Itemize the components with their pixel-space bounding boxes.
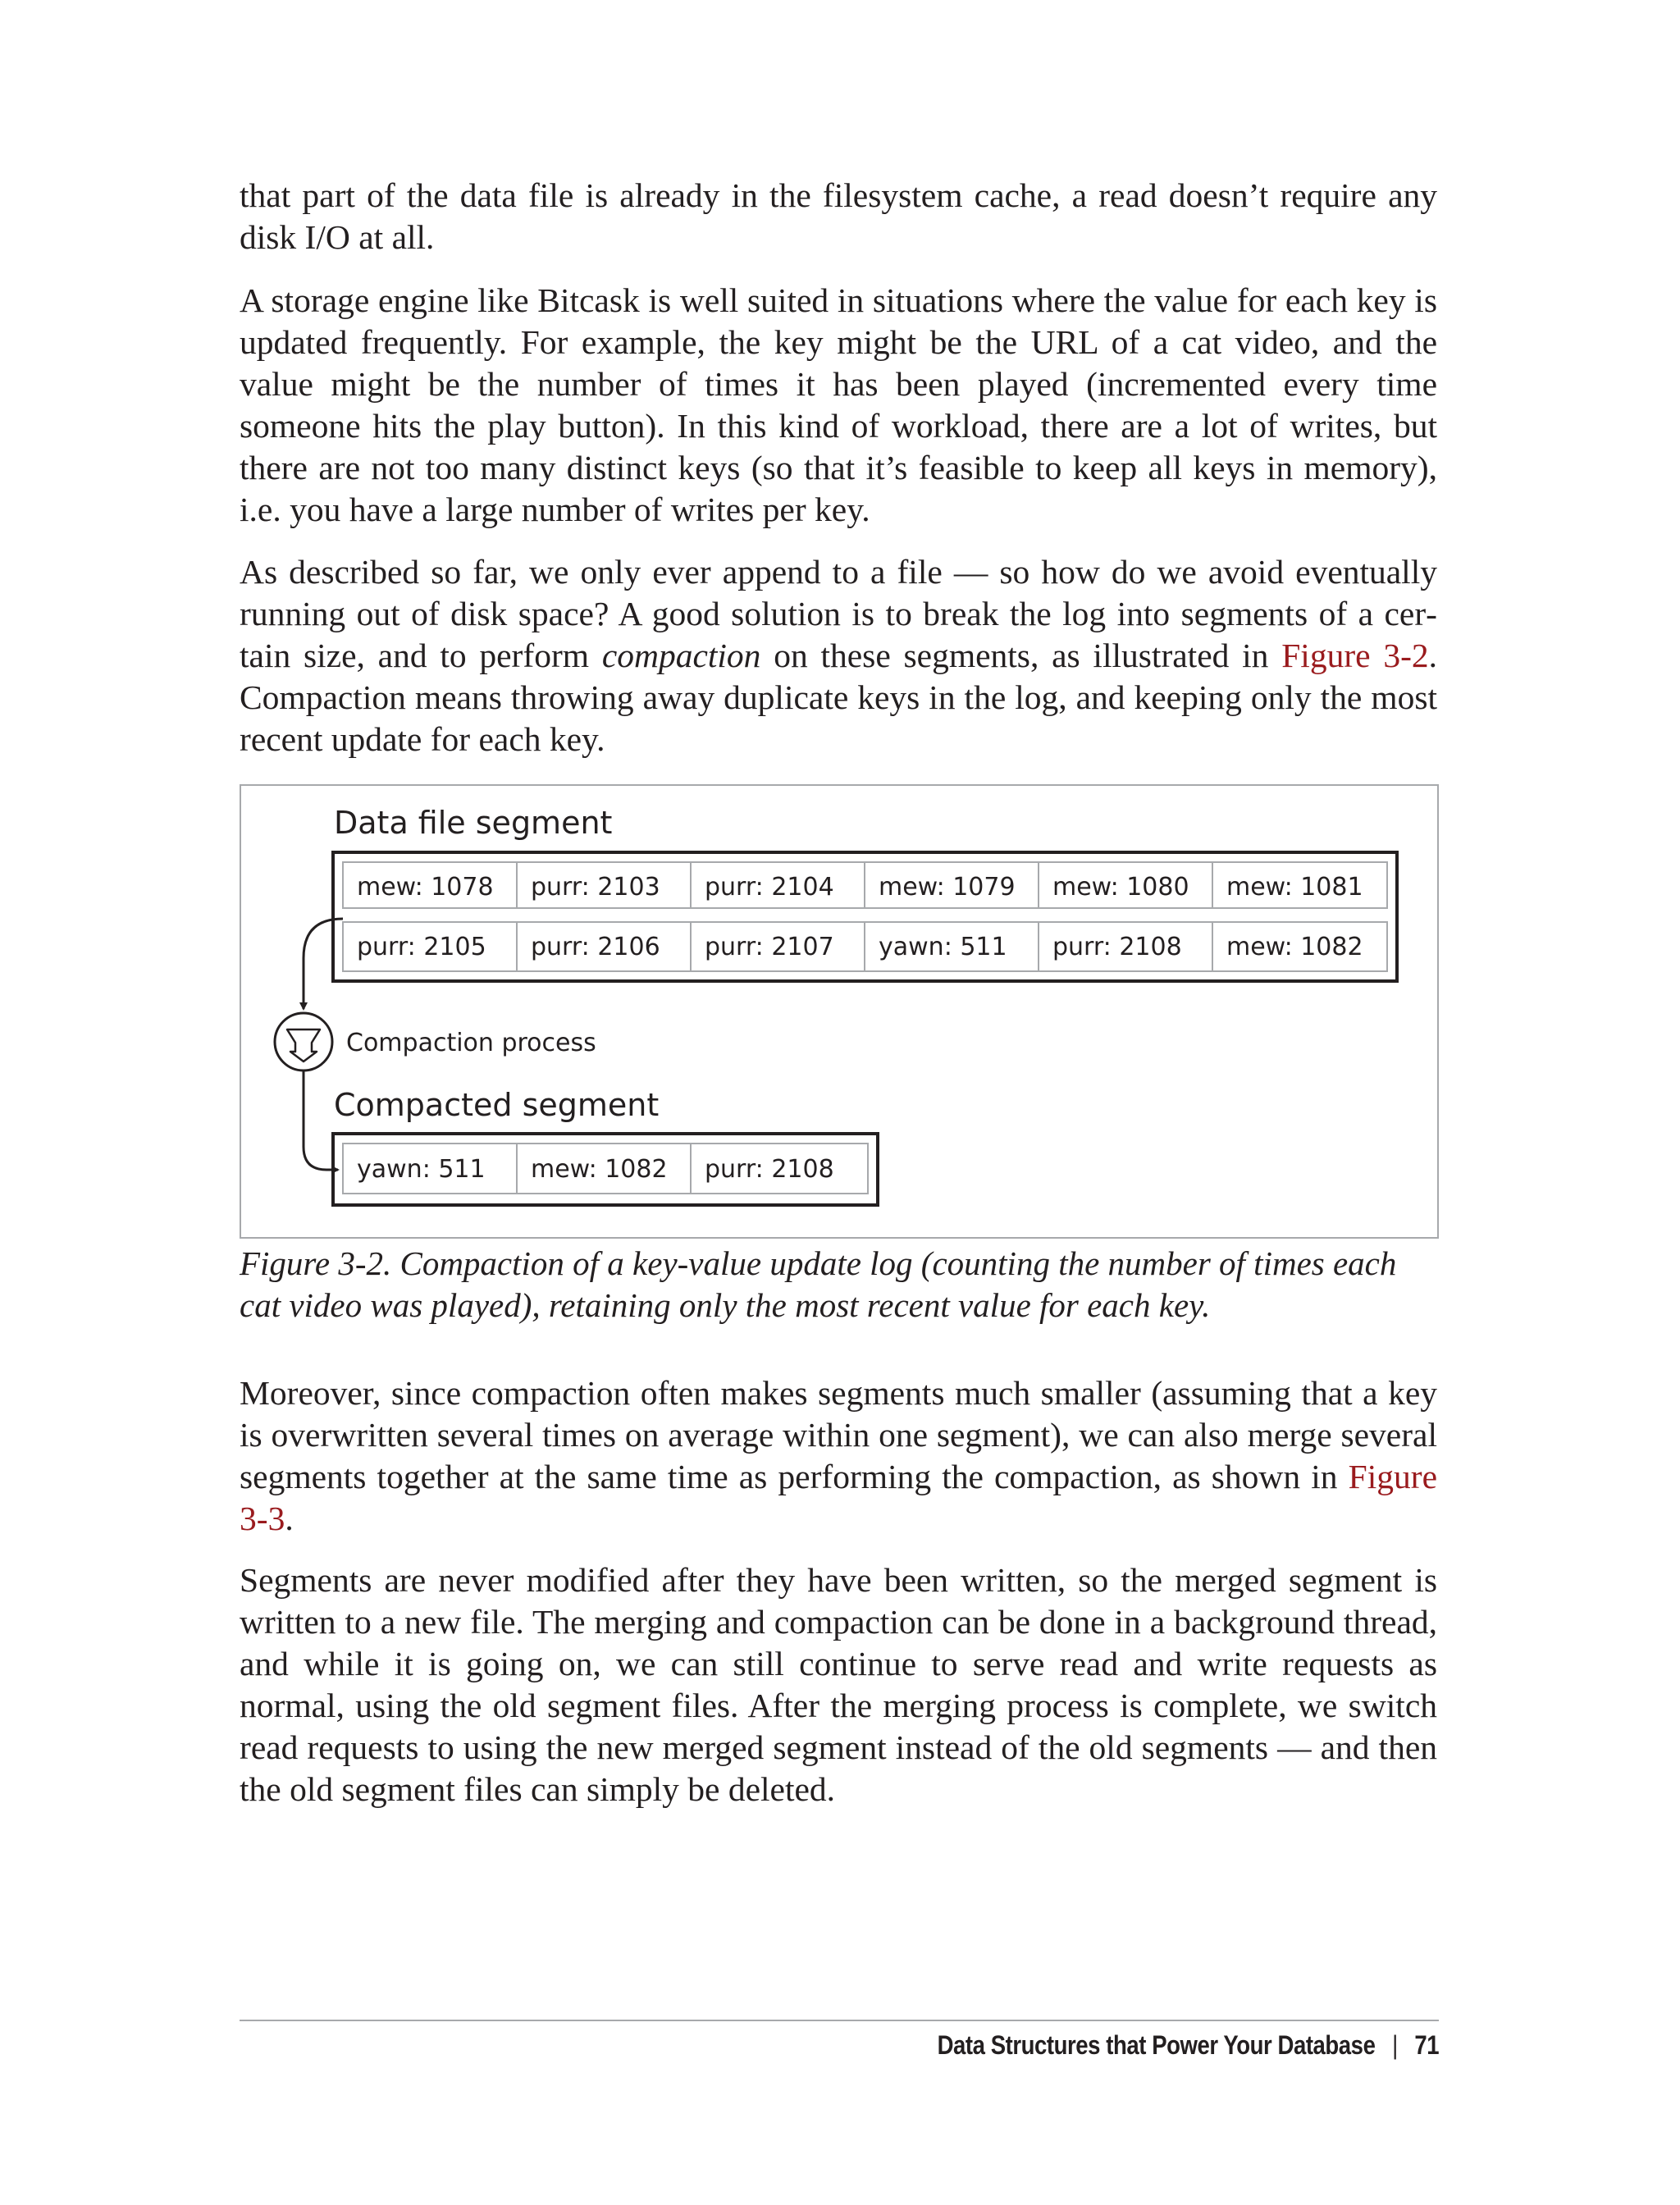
para3-text-a: As described so far, we only ever append to a file — so how do we avoid eventually running out of disk space? A good solution is to break the log into segments of a cer‐tain size, and to perform [240,553,1437,674]
cell-text: purr: 2103 [531,873,660,902]
compaction-diagram [241,786,1440,1240]
para4-text-a: Moreover, since compaction often makes segments much smaller (assuming that a key is overwritten several times on average within one segment), we can also merge several segments together at the same time as performing the compaction, as shown in [240,1374,1437,1495]
cell-text: yawn: 511 [879,933,1007,961]
cell-text: purr: 2104 [705,873,834,902]
connector-arrow-top [304,919,343,1009]
data-row-2 [343,922,1387,971]
page-footer [937,2030,1439,2061]
page-number: 71 [1414,2030,1439,2060]
cell-text: yawn: 511 [357,1155,486,1184]
footer-rule [240,2020,1439,2021]
cell-text: purr: 2107 [705,933,834,961]
compacted-segment-title: Compacted segment [334,1087,660,1123]
para3-text-c: . Compaction means throwing away duplicate keys in the log, and keeping only the most recent update for each key. [240,637,1438,758]
compaction-process-label: Compaction process [346,1029,596,1057]
para4-text-b: . [285,1500,294,1537]
cell-text: mew: 1080 [1052,873,1189,902]
cell-text: purr: 2108 [1052,933,1182,961]
footer-title: Data Structures that Power Your Database [937,2030,1376,2060]
cell-text: mew: 1079 [879,873,1016,902]
cell-text: purr: 2106 [531,933,660,961]
figure-3-3-link[interactable]: Figure 3-3 [240,1458,1437,1537]
body-paragraph-4 [240,1372,1437,1540]
cell-text: mew: 1078 [357,873,494,902]
body-paragraph-5: Segments are never modified after they have been written, so the merged segment is written to a new file. The merging and compaction can be done in a background thread, and while it is going on, we can still continue to serve read and write requests as normal, using the old segment files. After the merging process is complete, we switch read requests to using the new merged segment instead of the old segments — and then the old segment files can simply be deleted. [240,1561,1437,1808]
para3-text-b: on these segments, as illustrated in [760,637,1282,674]
data-row-1 [343,862,1387,908]
body-paragraph-3 [240,551,1437,760]
compacted-row [343,1144,868,1194]
cell-text: mew: 1082 [1226,933,1363,961]
body-paragraph-2: A storage engine like Bitcask is well suited in situations where the value for each key is updated frequently. For example, the key might be the URL of a cat video, and the value might be the number of times it has been played (incremented every time someone hits the play button). In this kind of workload, there are a lot of writes, but there are not too many distinct keys (so that it’s feasible to keep all keys in memory), i.e. you have a large number of writes per key. [240,281,1437,528]
data-file-segment-title: Data file segment [334,805,613,841]
figure-caption: Figure 3-2. Compaction of a key-value update log (counting the number of times each cat video was played), retaining only the most recent value for each key. [240,1244,1397,1324]
compaction-funnel-icon [275,1013,332,1071]
footer-separator: | [1391,2030,1398,2060]
body-paragraph-1: that part of the data file is already in the filesystem cache, a read doesn’t require any disk I/O at all. [240,176,1437,256]
cell-text: purr: 2105 [357,933,486,961]
cell-text: mew: 1082 [531,1155,668,1184]
para3-emphasis: compaction [601,637,761,674]
compaction-figure [240,784,1439,1239]
cell-text: mew: 1081 [1226,873,1363,902]
figure-3-2-link[interactable]: Figure 3-2 [1281,637,1429,674]
cell-text: purr: 2108 [705,1155,834,1184]
